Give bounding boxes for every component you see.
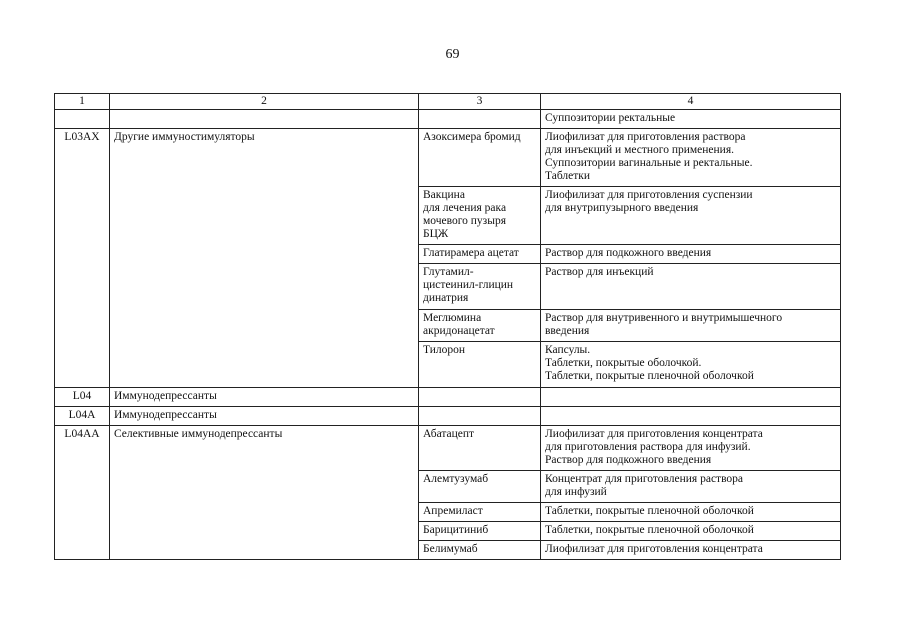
dosage-form-cell: Лиофилизат для приготовления раствора для инъекций и местного применения. Суппозитории вагинальные и ректальные. Таблетки — [541, 129, 841, 187]
drug-name-cell — [419, 407, 541, 426]
group-cell: Иммунодепрессанты — [110, 388, 419, 407]
table-row — [55, 129, 841, 187]
drug-table — [54, 93, 841, 560]
group-cell — [110, 110, 419, 129]
atc-code-cell: L04A — [55, 407, 110, 426]
dosage-form-cell: Суппозитории ректальные — [541, 110, 841, 129]
dosage-form-cell: Лиофилизат для приготовления суспензии для внутрипузырного введения — [541, 187, 841, 245]
table-row — [55, 110, 841, 129]
table-row — [55, 388, 841, 407]
drug-name-cell: Барицитиниб — [419, 522, 541, 541]
atc-code-cell: L04AA — [55, 426, 110, 560]
drug-name-cell: Вакцина для лечения рака мочевого пузыря БЦЖ — [419, 187, 541, 245]
table-row — [55, 407, 841, 426]
drug-name-cell: Азоксимера бромид — [419, 129, 541, 187]
group-cell: Селективные иммунодепрессанты — [110, 426, 419, 560]
atc-code-cell — [55, 110, 110, 129]
dosage-form-cell: Раствор для внутривенного и внутримышечного введения — [541, 310, 841, 342]
drug-name-cell — [419, 110, 541, 129]
dosage-form-cell — [541, 407, 841, 426]
group-cell: Другие иммуностимуляторы — [110, 129, 419, 388]
dosage-form-cell — [541, 388, 841, 407]
table-header-row — [55, 94, 841, 110]
atc-code-cell: L04 — [55, 388, 110, 407]
dosage-form-cell: Лиофилизат для приготовления концентрата — [541, 541, 841, 560]
dosage-form-cell: Таблетки, покрытые пленочной оболочкой — [541, 522, 841, 541]
drug-name-cell: Меглюмина акридонацетат — [419, 310, 541, 342]
dosage-form-cell: Раствор для подкожного введения — [541, 245, 841, 264]
atc-code-cell: L03AX — [55, 129, 110, 388]
table-row — [55, 426, 841, 471]
header-cell: 4 — [541, 94, 841, 110]
dosage-form-cell: Раствор для инъекций — [541, 264, 841, 310]
dosage-form-cell: Капсулы. Таблетки, покрытые оболочкой. Таблетки, покрытые пленочной оболочкой — [541, 342, 841, 388]
page-number: 69 — [445, 47, 460, 62]
dosage-form-cell: Таблетки, покрытые пленочной оболочкой — [541, 503, 841, 522]
header-cell: 3 — [419, 94, 541, 110]
header-cell: 2 — [110, 94, 419, 110]
dosage-form-cell: Концентрат для приготовления раствора для инфузий — [541, 471, 841, 503]
dosage-form-cell: Лиофилизат для приготовления концентрата для приготовления раствора для инфузий. Раствор для подкожного введения — [541, 426, 841, 471]
drug-name-cell: Глутамил- цистеинил-глицин динатрия — [419, 264, 541, 310]
drug-name-cell: Алемтузумаб — [419, 471, 541, 503]
drug-name-cell: Абатацепт — [419, 426, 541, 471]
drug-name-cell: Глатирамера ацетат — [419, 245, 541, 264]
drug-name-cell — [419, 388, 541, 407]
drug-name-cell: Белимумаб — [419, 541, 541, 560]
drug-name-cell: Апремиласт — [419, 503, 541, 522]
header-cell: 1 — [55, 94, 110, 110]
group-cell: Иммунодепрессанты — [110, 407, 419, 426]
drug-name-cell: Тилорон — [419, 342, 541, 388]
